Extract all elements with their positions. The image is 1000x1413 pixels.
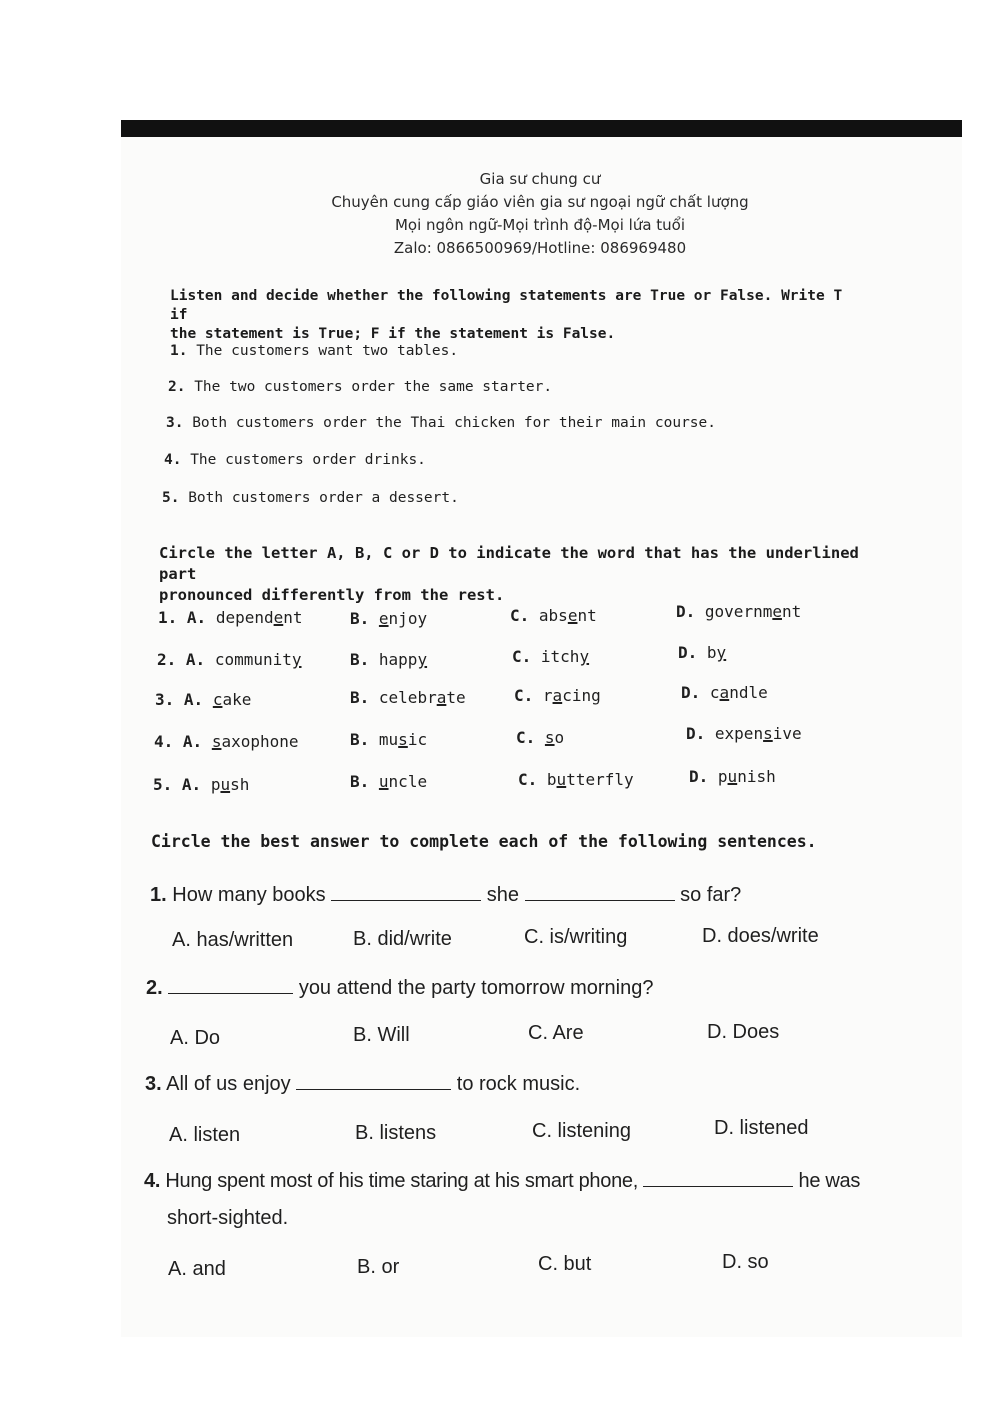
q3-option-c[interactable]: C. listening	[532, 1120, 631, 1142]
pron-row4-option-d[interactable]	[686, 724, 802, 743]
pron-row2-option-a[interactable]	[157, 650, 302, 669]
underlined-part: e	[378, 609, 389, 628]
question-text: to rock music.	[456, 1073, 581, 1095]
header-contact: Zalo: 0866500969/Hotline: 086969480	[393, 239, 687, 257]
question-text: she	[486, 884, 520, 906]
option-letter: C.	[516, 728, 536, 747]
statement-2	[168, 379, 552, 395]
question-4-line2: short-sighted.	[167, 1207, 289, 1229]
word-part: nt	[283, 608, 303, 627]
section1-instruction	[170, 287, 860, 344]
word-part: o	[554, 728, 565, 747]
question-text: All of us enjoy	[166, 1073, 291, 1095]
word-part: ndle	[729, 683, 768, 702]
underlined-part: e	[567, 606, 578, 625]
underlined-part: y	[716, 643, 727, 662]
section3-instruction: Circle the best answer to complete each of the following sentences.	[151, 832, 817, 851]
pron-row5-option-a[interactable]	[153, 775, 249, 794]
underlined-part: e	[772, 602, 782, 621]
question-3	[145, 1073, 580, 1096]
word-part: axophone	[221, 732, 299, 751]
option-letter: C.	[514, 686, 534, 705]
underlined-part: s	[763, 724, 773, 743]
word-part: communit	[214, 650, 292, 669]
statement-1	[170, 343, 458, 359]
statement-number: 3.	[166, 415, 184, 431]
question-text: How many books	[172, 884, 326, 906]
statement-text: The customers order drinks.	[190, 452, 426, 468]
pron-row5-option-d[interactable]	[689, 767, 776, 786]
q1-option-c[interactable]: C. is/writing	[524, 926, 628, 948]
option-letter: D.	[686, 724, 706, 743]
question-number: 2.	[146, 977, 163, 999]
word-part: sh	[230, 775, 250, 794]
answer-blank[interactable]	[643, 1170, 793, 1187]
option-letter: D.	[678, 643, 698, 662]
word-part: abs	[538, 606, 568, 625]
word-part: b	[546, 770, 557, 789]
section2-instruction	[159, 543, 879, 606]
underlined-part: a	[719, 683, 730, 702]
word-part: p	[717, 767, 728, 786]
underlined-part: s	[398, 730, 408, 749]
q1-option-a[interactable]: A. has/written	[172, 929, 294, 951]
q3-option-b[interactable]: B. listens	[355, 1122, 437, 1144]
statement-text: Both customers order a dessert.	[188, 490, 459, 506]
question-4	[144, 1170, 860, 1193]
word-part: tterfly	[566, 770, 634, 789]
word-part: te	[446, 688, 466, 707]
option-letter: C.	[518, 770, 538, 789]
q2-option-d[interactable]: D. Does	[707, 1021, 780, 1043]
option-letter: A.	[183, 690, 204, 709]
q3-option-a[interactable]: A. listen	[169, 1124, 241, 1146]
underlined-part: y	[417, 650, 428, 669]
option-letter: D.	[689, 767, 709, 786]
statement-number: 1.	[170, 343, 188, 359]
option-letter: B.	[350, 730, 370, 749]
q2-option-b[interactable]: B. Will	[353, 1024, 410, 1046]
pron-row-number: 5.	[153, 775, 173, 794]
option-letter: D.	[681, 683, 701, 702]
statement-text: The customers want two tables.	[196, 343, 459, 359]
underlined-part: u	[220, 775, 231, 794]
underlined-part: u	[556, 770, 567, 789]
word-part: njoy	[388, 609, 428, 628]
underlined-part: y	[291, 650, 302, 669]
statement-number: 4.	[164, 452, 182, 468]
section2-instruction-line1: Circle the letter A, B, C or D to indicate the word that has the underlined part	[159, 544, 859, 583]
underlined-part: e	[273, 608, 284, 627]
pron-row3-option-c[interactable]	[514, 686, 601, 705]
pron-row2-option-d[interactable]	[678, 643, 726, 662]
q4-option-d[interactable]: D. so	[722, 1251, 769, 1273]
pron-row1-option-c[interactable]	[510, 606, 597, 625]
statement-number: 2.	[168, 379, 186, 395]
word-part: ic	[407, 730, 428, 749]
statement-text: The two customers order the same starter.	[194, 379, 553, 395]
question-number: 3.	[145, 1073, 162, 1095]
option-letter: A.	[185, 650, 206, 669]
pron-row-number: 2.	[157, 650, 177, 669]
pron-row1-option-d[interactable]	[676, 602, 801, 621]
word-part: ake	[222, 690, 252, 709]
question-2	[146, 977, 653, 1000]
pron-row2-option-b[interactable]	[350, 650, 427, 669]
statement-number: 5.	[162, 490, 180, 506]
underlined-part: s	[544, 728, 555, 747]
question-text: so far?	[680, 884, 742, 906]
word-part: happ	[378, 650, 418, 669]
q1-option-d[interactable]: D. does/write	[702, 925, 819, 947]
pron-row-number: 1.	[158, 608, 178, 627]
underlined-part: a	[552, 686, 563, 705]
pron-row3-option-d[interactable]	[681, 683, 768, 702]
top-black-bar	[121, 120, 962, 137]
pron-row4-option-b[interactable]	[350, 730, 427, 749]
word-part: ive	[772, 724, 802, 743]
option-letter: A.	[186, 608, 207, 627]
statement-text: Both customers order the Thai chicken for their main course.	[192, 415, 716, 431]
option-letter: A.	[181, 775, 202, 794]
q2-option-a[interactable]: A. Do	[170, 1027, 221, 1049]
answer-blank[interactable]	[525, 884, 675, 901]
q4-option-b[interactable]: B. or	[357, 1256, 400, 1278]
word-part: nish	[737, 767, 776, 786]
option-letter: B.	[350, 772, 370, 791]
question-1	[150, 884, 741, 907]
q2-option-c[interactable]: C. Are	[528, 1022, 584, 1044]
pron-row4-option-c[interactable]	[516, 728, 564, 747]
question-text: Hung spent most of his time staring at his smart phone,	[165, 1170, 638, 1192]
pron-row5-option-b[interactable]	[350, 772, 427, 791]
section1-instruction-line1: Listen and decide whether the following statements are True or False. Write T if	[170, 288, 843, 323]
word-part: b	[706, 643, 717, 662]
word-part: p	[210, 775, 221, 794]
underlined-part: a	[436, 688, 447, 707]
pron-row1-option-b[interactable]	[350, 609, 427, 628]
question-number: 4.	[144, 1170, 161, 1192]
question-text: you attend the party tomorrow morning?	[298, 977, 654, 999]
header-subtitle-1: Chuyên cung cấp giáo viên gia sư ngoại ngữ chất lượng	[331, 193, 749, 211]
word-part: cing	[562, 686, 601, 705]
pron-row3-option-b[interactable]	[350, 688, 466, 707]
option-letter: C.	[512, 647, 532, 666]
word-part: nt	[781, 602, 802, 621]
header-subtitle-2: Mọi ngôn ngữ-Mọi trình độ-Mọi lứa tuổi	[394, 216, 686, 234]
section1-instruction-line2: the statement is True; F if the statement is False.	[170, 326, 616, 342]
pron-row3-option-a[interactable]	[155, 690, 251, 709]
q3-option-d[interactable]: D. listened	[714, 1117, 809, 1139]
statement-3	[166, 415, 716, 431]
pron-row5-option-c[interactable]	[518, 770, 634, 789]
option-letter: B.	[350, 609, 370, 628]
word-part: c	[709, 683, 720, 702]
answer-blank[interactable]	[331, 884, 481, 901]
pron-row2-option-c[interactable]	[512, 647, 589, 666]
q4-option-a[interactable]: A. and	[168, 1258, 226, 1280]
underlined-part: u	[727, 767, 738, 786]
q4-option-c[interactable]: C. but	[538, 1253, 592, 1275]
word-part: r	[542, 686, 553, 705]
header-title: Gia sư chung cư	[479, 170, 601, 188]
underlined-part: s	[211, 732, 222, 751]
pron-row4-option-a[interactable]	[154, 732, 299, 751]
pron-row-number: 4.	[154, 732, 174, 751]
option-letter: B.	[350, 688, 370, 707]
option-letter: D.	[676, 602, 696, 621]
underlined-part: c	[212, 690, 223, 709]
question-number: 1.	[150, 884, 167, 906]
question-text: he was	[798, 1170, 861, 1192]
pron-row1-option-a[interactable]	[158, 608, 303, 627]
underlined-part: y	[579, 647, 590, 666]
word-part: itch	[540, 647, 580, 666]
word-part: mu	[378, 730, 399, 749]
statement-4	[164, 452, 426, 468]
word-part: ncle	[388, 772, 428, 791]
underlined-part: u	[378, 772, 389, 791]
word-part: nt	[577, 606, 597, 625]
option-letter: C.	[510, 606, 530, 625]
answer-blank[interactable]	[168, 977, 293, 994]
option-letter: A.	[182, 732, 203, 751]
section2-instruction-line2: pronounced differently from the rest.	[159, 586, 505, 604]
option-letter: B.	[350, 650, 370, 669]
answer-blank[interactable]	[296, 1073, 451, 1090]
word-part: celebr	[378, 688, 437, 707]
q1-option-b[interactable]: B. did/write	[353, 928, 452, 950]
word-part: depend	[215, 608, 274, 627]
pron-row-number: 3.	[155, 690, 175, 709]
word-part: governm	[704, 602, 773, 621]
statement-5	[162, 490, 459, 506]
word-part: expen	[714, 724, 764, 743]
